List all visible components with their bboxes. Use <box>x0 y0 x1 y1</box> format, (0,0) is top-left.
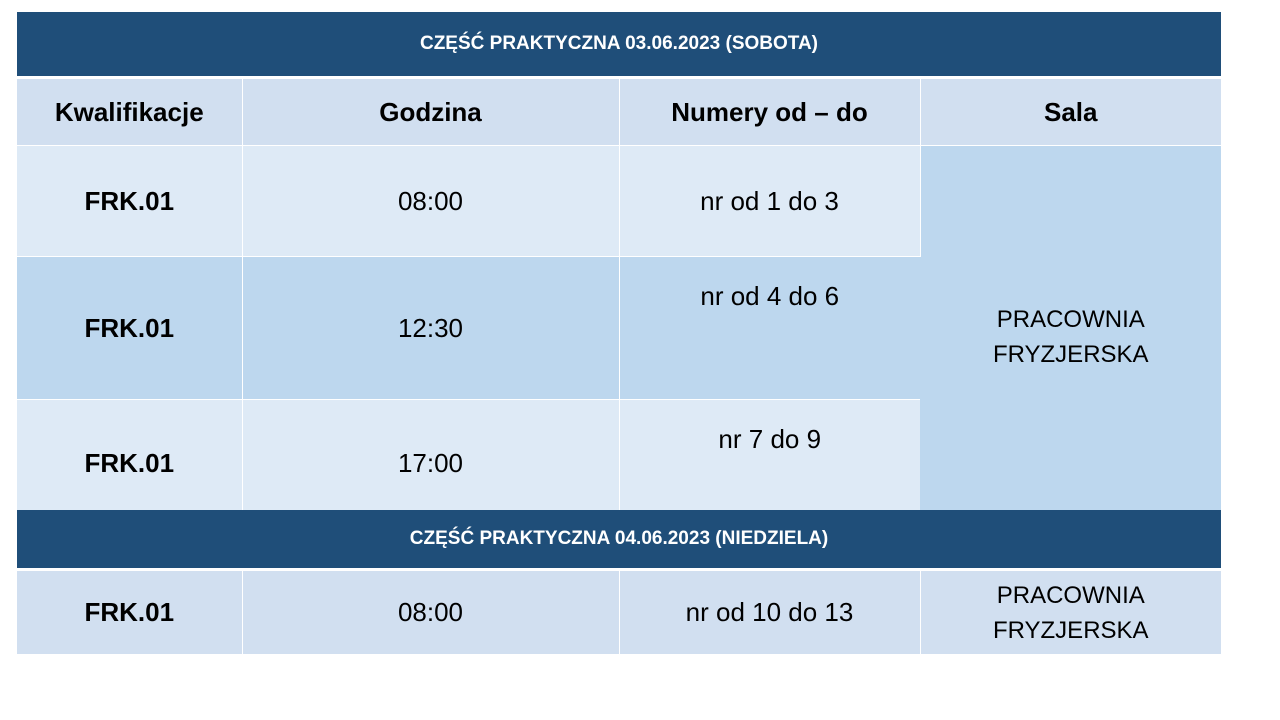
room-line-1: PRACOWNIA <box>996 581 1145 609</box>
sunday-schedule-table <box>17 510 1221 655</box>
room-line-1: PRACOWNIA <box>996 305 1145 333</box>
header-kwalifikacje: Kwalifikacje <box>17 78 242 146</box>
header-numery: Numery od – do <box>619 78 920 146</box>
table-row <box>17 146 1221 257</box>
table-row <box>17 570 1221 655</box>
time-cell: 08:00 <box>242 146 619 257</box>
qualification-cell: FRK.01 <box>17 570 242 655</box>
numbers-cell: nr od 1 do 3 <box>619 146 920 257</box>
numbers-cell: nr od 10 do 13 <box>619 570 920 655</box>
qualification-cell: FRK.01 <box>17 146 242 257</box>
room-cell <box>920 146 1221 528</box>
saturday-title: CZĘŚĆ PRAKTYCZNA 03.06.2023 (SOBOTA) <box>17 12 1221 78</box>
header-sala: Sala <box>920 78 1221 146</box>
time-cell: 12:30 <box>242 257 619 400</box>
numbers-cell: nr od 4 do 6 <box>619 257 920 400</box>
qualification-cell: FRK.01 <box>17 400 242 528</box>
saturday-schedule-table <box>17 12 1221 528</box>
time-cell: 17:00 <box>242 400 619 528</box>
room-cell <box>920 570 1221 655</box>
qualification-cell: FRK.01 <box>17 257 242 400</box>
header-row <box>17 78 1221 146</box>
time-cell: 08:00 <box>242 570 619 655</box>
header-godzina: Godzina <box>242 78 619 146</box>
room-line-2: FRYZJERSKA <box>992 340 1149 368</box>
numbers-cell: nr 7 do 9 <box>619 400 920 528</box>
sunday-title: CZĘŚĆ PRAKTYCZNA 04.06.2023 (NIEDZIELA) <box>17 510 1221 570</box>
room-line-2: FRYZJERSKA <box>992 616 1149 644</box>
